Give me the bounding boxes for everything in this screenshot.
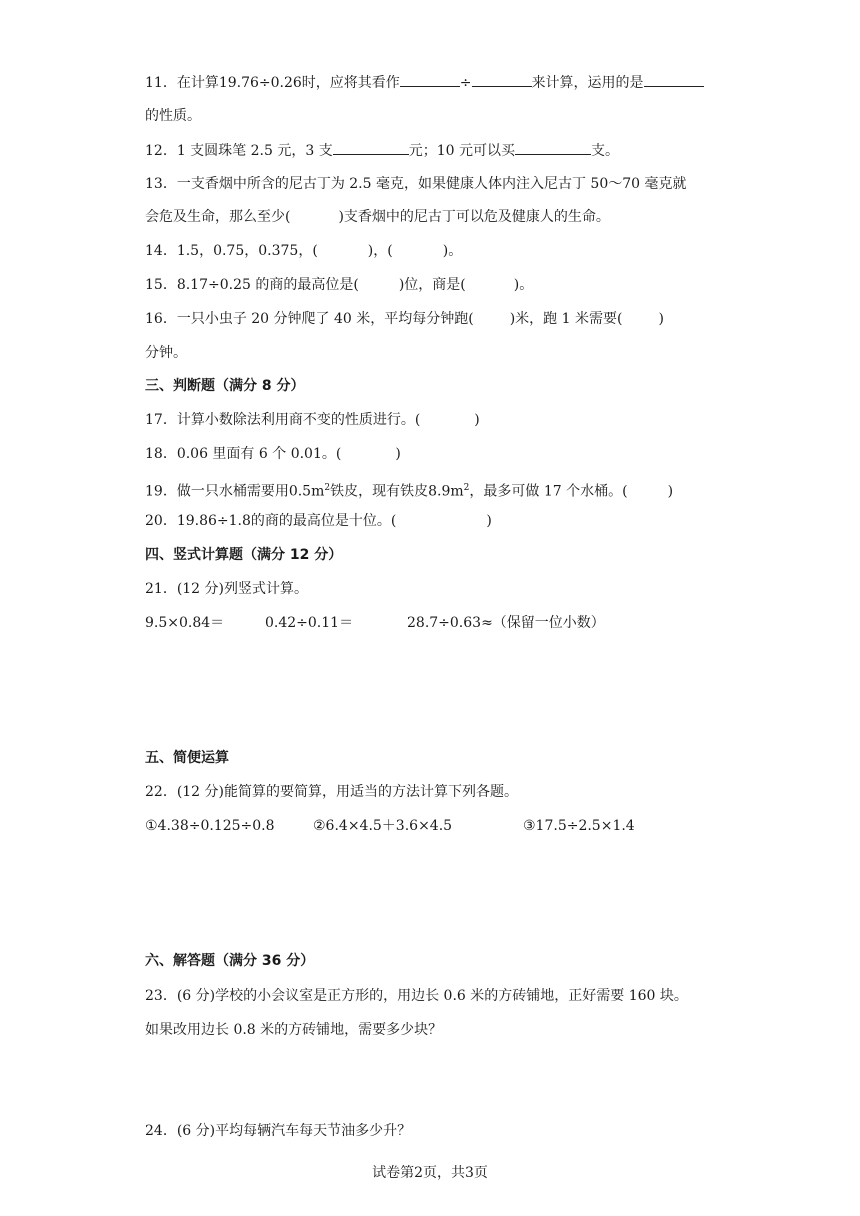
- question-11-cont: [145, 106, 201, 126]
- section-3-heading: 三、判断题（满分 8 分）: [145, 378, 305, 394]
- question-18: [145, 444, 401, 464]
- question-20: [145, 511, 492, 531]
- answer-blank[interactable]: [515, 140, 591, 155]
- question-16-cont: [145, 343, 187, 363]
- answer-blank[interactable]: [472, 72, 532, 87]
- q19-text-a: 19．做一只水桶需要用: [145, 483, 289, 500]
- q16-text-d: 分钟。: [145, 345, 187, 361]
- question-24: 24．(6 分)平均每辆汽车每天节油多少升？: [145, 1123, 412, 1139]
- q19-value-a: 0.5m: [288, 483, 325, 500]
- q22-expr-2: ②6.4×4.5＋3.6×4.5: [313, 818, 453, 834]
- section-6-heading: 六、解答题（满分 36 分）: [145, 953, 315, 969]
- q13-text-a: 13．一支香烟中所含的尼古丁为 2.5 毫克，如果健康人体内注入尼古丁 50～70 毫克就: [145, 176, 687, 192]
- q11-text-c: 来计算，运用的是: [531, 75, 644, 91]
- q12-text-b: 元；10 元可以买: [408, 143, 515, 159]
- q12-text-a: 12．1 支圆珠笔 2.5 元，3 支: [145, 143, 333, 159]
- q19-sup-b: 2: [463, 483, 470, 493]
- q13-text-b: 会危及生命，那么至少(: [145, 209, 291, 225]
- q22-expr-1: ①4.38÷0.125÷0.8: [145, 818, 275, 834]
- q12-text-c: 支。: [590, 143, 619, 159]
- q16-text-a: 16．一只小虫子 20 分钟爬了 40 米，平均每分钟跑(: [145, 311, 474, 327]
- question-23: 23．(6 分)学校的小会议室是正方形的，用边长 0.6 米的方砖铺地，正好需要 160 块。: [145, 988, 688, 1004]
- question-17: [145, 410, 480, 430]
- q21-expr-3: 28.7÷0.63≈（保留一位小数）: [407, 615, 605, 631]
- question-16: [145, 309, 664, 329]
- q21-expr-1: 9.5×0.84＝: [145, 615, 225, 631]
- answer-blank[interactable]: [333, 140, 409, 155]
- q11-text-a: 11．在计算19.76÷0.26时，应将其看作: [145, 75, 400, 91]
- q18-text-b: ): [395, 446, 401, 462]
- q16-text-b: )米，跑 1 米需要(: [509, 311, 623, 327]
- q19-text-e: ，最多可做 17 个水桶。(: [469, 483, 628, 500]
- section-5-heading: 五、简便运算: [145, 750, 229, 766]
- q17-text-b: ): [474, 412, 480, 428]
- q19-text-c: 铁皮，现有铁皮: [330, 483, 429, 500]
- q19-text-f: ): [667, 483, 674, 500]
- q21-expr-2: 0.42÷0.11＝: [265, 615, 354, 631]
- question-14: [145, 241, 462, 261]
- answer-blank[interactable]: [400, 72, 460, 87]
- q19-sup-a: 2: [324, 483, 331, 493]
- q19-value-b: 8.9m: [428, 483, 464, 500]
- q16-text-c: ): [658, 311, 664, 327]
- q15-text-b: )位，商是(: [398, 277, 466, 293]
- question-13: [145, 174, 687, 194]
- q14-text-b: )，(: [367, 243, 393, 259]
- question-11: [145, 72, 704, 93]
- q22-expr-3: ③17.5÷2.5×1.4: [523, 818, 635, 834]
- page-footer: 试卷第2页，共3页: [372, 1165, 488, 1181]
- q11-text-d: 的性质。: [145, 108, 201, 124]
- section-4-heading: 四、竖式计算题（满分 12 分）: [145, 547, 343, 563]
- q15-text-c: )。: [513, 277, 534, 293]
- q13-text-c: )支香烟中的尼古丁可以危及健康人的生命。: [338, 209, 610, 225]
- q11-text-b: ÷: [459, 75, 472, 91]
- question-13-cont: [145, 207, 610, 227]
- q15-text-a: 15．8.17÷0.25 的商的最高位是(: [145, 277, 359, 293]
- q17-text-a: 17．计算小数除法利用商不变的性质进行。(: [145, 412, 421, 428]
- question-23-cont: 如果改用边长 0.8 米的方砖铺地，需要多少块？: [145, 1022, 443, 1038]
- q14-text-c: )。: [442, 243, 463, 259]
- q14-text-a: 14．1.5，0.75，0.375，(: [145, 243, 318, 259]
- question-12: [145, 140, 619, 161]
- answer-blank[interactable]: [644, 72, 704, 87]
- question-21-title: 21．(12 分)列竖式计算。: [145, 581, 309, 597]
- q18-text-a: 18．0.06 里面有 6 个 0.01。(: [145, 446, 342, 462]
- question-19: [145, 478, 673, 502]
- q20-text-a: 20．19.86÷1.8的商的最高位是十位。(: [145, 513, 397, 529]
- q20-text-b: ): [486, 513, 492, 529]
- question-22-title: 22．(12 分)能简算的要简算，用适当的方法计算下列各题。: [145, 784, 519, 800]
- question-15: [145, 275, 533, 295]
